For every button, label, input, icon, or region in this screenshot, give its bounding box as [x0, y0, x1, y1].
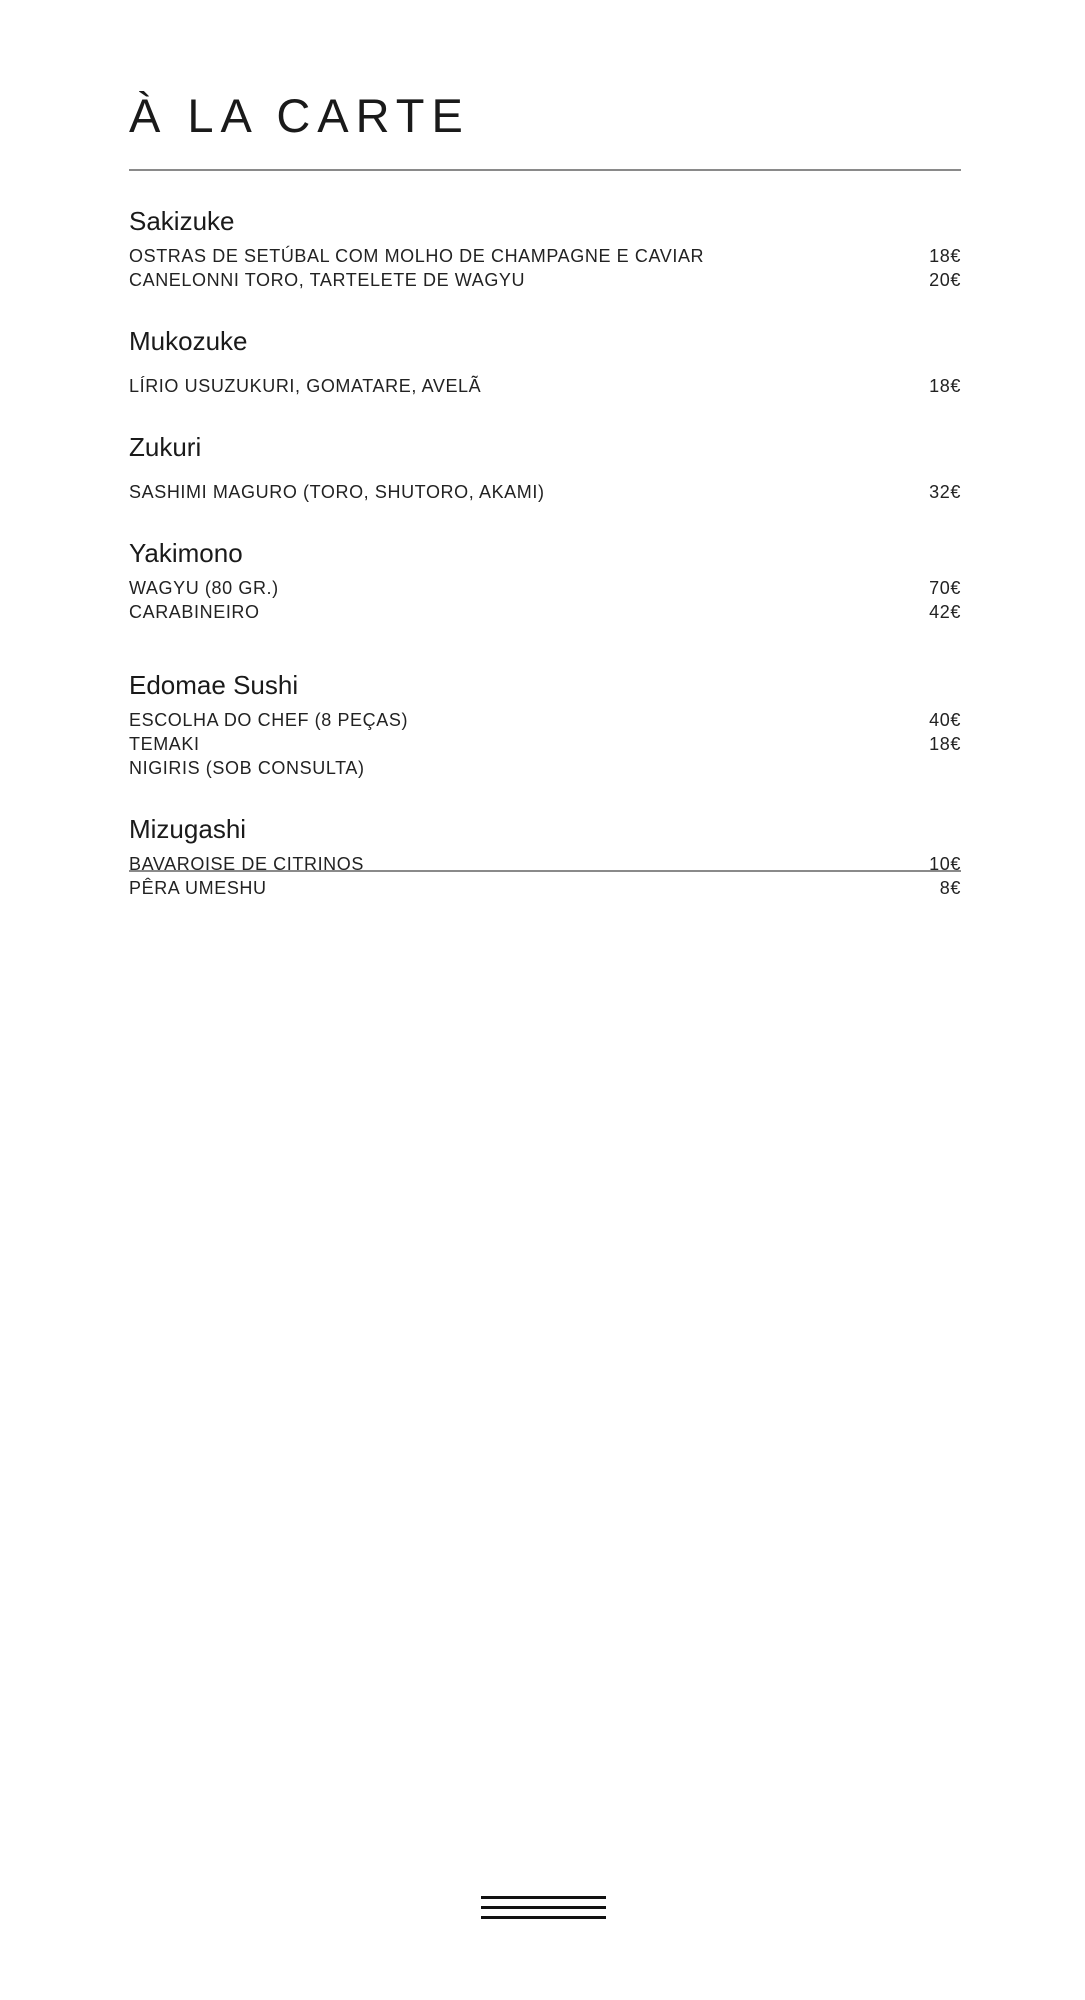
item-name: TEMAKI [129, 734, 200, 754]
menu-item [129, 708, 961, 732]
item-price: 8€ [939, 878, 961, 898]
menu-section [129, 430, 961, 504]
item-price: 18€ [929, 734, 961, 754]
item-name: BAVAROISE DE CITRINOS [129, 854, 364, 874]
top-divider [129, 169, 961, 171]
item-name: SASHIMI MAGURO (TORO, SHUTORO, AKAMI) [129, 482, 545, 502]
page-title: À LA CARTE [129, 89, 470, 142]
menu-section [129, 204, 961, 292]
section-title: Sakizuke [129, 206, 235, 236]
item-name: CANELONNI TORO, TARTELETE DE WAGYU [129, 270, 526, 290]
item-price: 32€ [929, 482, 961, 502]
menu-item [129, 576, 961, 600]
item-price: 18€ [929, 246, 961, 266]
menu-section [129, 324, 961, 398]
menu-item [129, 852, 961, 876]
menu-section [129, 668, 961, 780]
section-title: Edomae Sushi [129, 670, 299, 700]
menu-item [129, 480, 961, 504]
section-title: Mizugashi [129, 814, 247, 844]
section-title: Mukozuke [129, 326, 248, 356]
menu-item [129, 756, 961, 780]
menu-item [129, 244, 961, 268]
item-price: 70€ [929, 578, 961, 598]
menu-item [129, 876, 961, 900]
item-price: 40€ [929, 710, 961, 730]
menu-item [129, 374, 961, 398]
item-name: NIGIRIS (SOB CONSULTA) [129, 758, 365, 778]
menu-section [129, 536, 961, 624]
item-name: ESCOLHA DO CHEF (8 PEÇAS) [129, 710, 409, 730]
menu-icon-bar [481, 1916, 606, 1919]
item-name: LÍRIO USUZUKURI, GOMATARE, AVELÃ [129, 376, 482, 396]
menu-icon-bar [481, 1906, 606, 1909]
item-name: CARABINEIRO [129, 602, 260, 622]
section-title: Zukuri [129, 432, 202, 462]
menu-item [129, 600, 961, 624]
item-price: 20€ [929, 270, 961, 290]
item-name: PÊRA UMESHU [129, 878, 267, 898]
section-title: Yakimono [129, 538, 243, 568]
item-price: 18€ [929, 376, 961, 396]
bottom-divider [129, 870, 961, 872]
menu-item [129, 732, 961, 756]
item-name: OSTRAS DE SETÚBAL COM MOLHO DE CHAMPAGNE E CAVIAR [129, 246, 705, 266]
menu-section [129, 812, 961, 900]
item-price: 10€ [929, 854, 961, 874]
hamburger-menu-icon[interactable] [481, 1896, 606, 1920]
menu-icon-bar [481, 1896, 606, 1899]
item-price: 42€ [929, 602, 961, 622]
item-name: WAGYU (80 GR.) [129, 578, 279, 598]
menu-sections [129, 204, 961, 932]
menu-item [129, 268, 961, 292]
